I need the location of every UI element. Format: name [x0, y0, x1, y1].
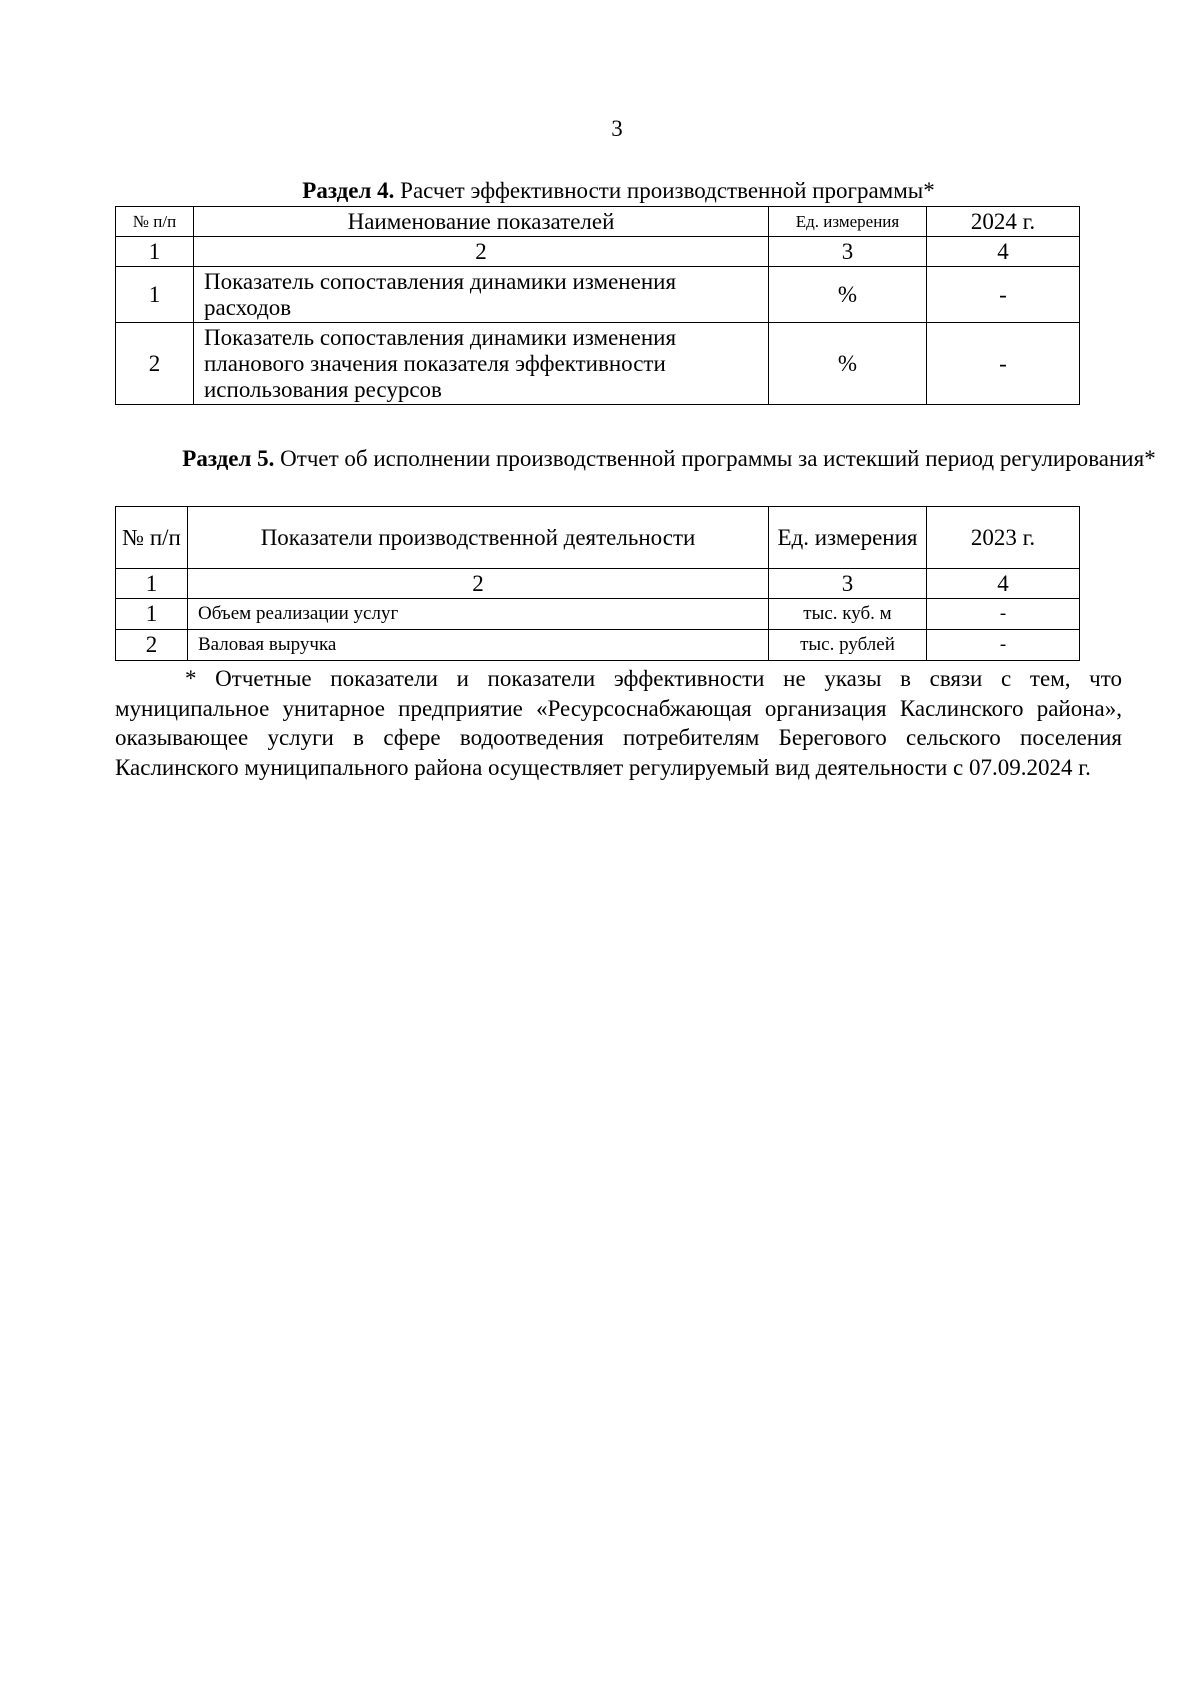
- section4-title: [115, 176, 1122, 205]
- row-name-cell: Показатель сопоставления динамики изменения планового значения показателя эффективности использования ресурсов: [194, 323, 769, 405]
- row-value-cell: -: [927, 267, 1080, 323]
- section4-title-bold: Раздел 4.: [302, 178, 395, 203]
- table-row: [116, 599, 1080, 630]
- col-number-cell: 4: [927, 569, 1080, 599]
- header-cell-year: 2024 г.: [927, 207, 1080, 237]
- header-cell-number: № п/п: [116, 207, 194, 237]
- table-column-numbers-row: [116, 237, 1080, 267]
- col-number-cell: 2: [194, 237, 769, 267]
- table-row: [116, 630, 1080, 661]
- table-row: [116, 323, 1080, 405]
- row-number-cell: 2: [116, 323, 194, 405]
- row-unit-cell: тыс. рублей: [769, 630, 927, 661]
- row-number-cell: 2: [116, 630, 188, 661]
- row-unit-cell: %: [769, 323, 927, 405]
- row-name-cell: Валовая выручка: [188, 630, 769, 661]
- row-number-cell: 1: [116, 267, 194, 323]
- row-name-cell: Объем реализации услуг: [188, 599, 769, 630]
- header-cell-unit: Ед. измерения: [769, 507, 927, 569]
- col-number-cell: 2: [188, 569, 769, 599]
- header-cell-number: № п/п: [116, 507, 188, 569]
- section5-table: [115, 506, 1080, 661]
- col-number-cell: 3: [769, 569, 927, 599]
- table-header-row: [116, 207, 1080, 237]
- row-value-cell: -: [927, 599, 1080, 630]
- footnote: * Отчетные показатели и показатели эффективности не указы в связи с тем, что муниципальное унитарное предприятие «Ресурсоснабжающая организация Каслинского района», оказывающее услуги в сфере водоотведения потребителям Берегового сельского поселения Каслинского муниципального района осуществляет регулируемый вид деятельности с 07.09.2024 г.: [115, 666, 1122, 780]
- section4-table: [115, 206, 1080, 405]
- row-value-cell: -: [927, 323, 1080, 405]
- row-number-cell: 1: [116, 599, 188, 630]
- row-value-cell: -: [927, 630, 1080, 661]
- section5-title-bold: Раздел 5.: [182, 446, 275, 471]
- table-row: [116, 267, 1080, 323]
- col-number-cell: 3: [769, 237, 927, 267]
- table-header-row: [116, 507, 1080, 569]
- page-number: 3: [611, 116, 623, 141]
- row-name-cell: Показатель сопоставления динамики изменения расходов: [194, 267, 769, 323]
- col-number-cell: 1: [116, 237, 194, 267]
- col-number-cell: 4: [927, 237, 1080, 267]
- header-cell-unit: Ед. измерения: [769, 207, 927, 237]
- header-cell-name: Наименование показателей: [194, 207, 769, 237]
- row-unit-cell: тыс. куб. м: [769, 599, 927, 630]
- section5-title-text: Отчет об исполнении производственной программы за истекший период регулирования*: [274, 446, 1156, 471]
- col-number-cell: 1: [116, 569, 188, 599]
- section4-title-text: Расчет эффективности производственной программы*: [394, 178, 935, 203]
- row-unit-cell: %: [769, 267, 927, 323]
- section5-title: [180, 444, 1158, 473]
- header-cell-year: 2023 г.: [927, 507, 1080, 569]
- table-column-numbers-row: [116, 569, 1080, 599]
- header-cell-name: Показатели производственной деятельности: [188, 507, 769, 569]
